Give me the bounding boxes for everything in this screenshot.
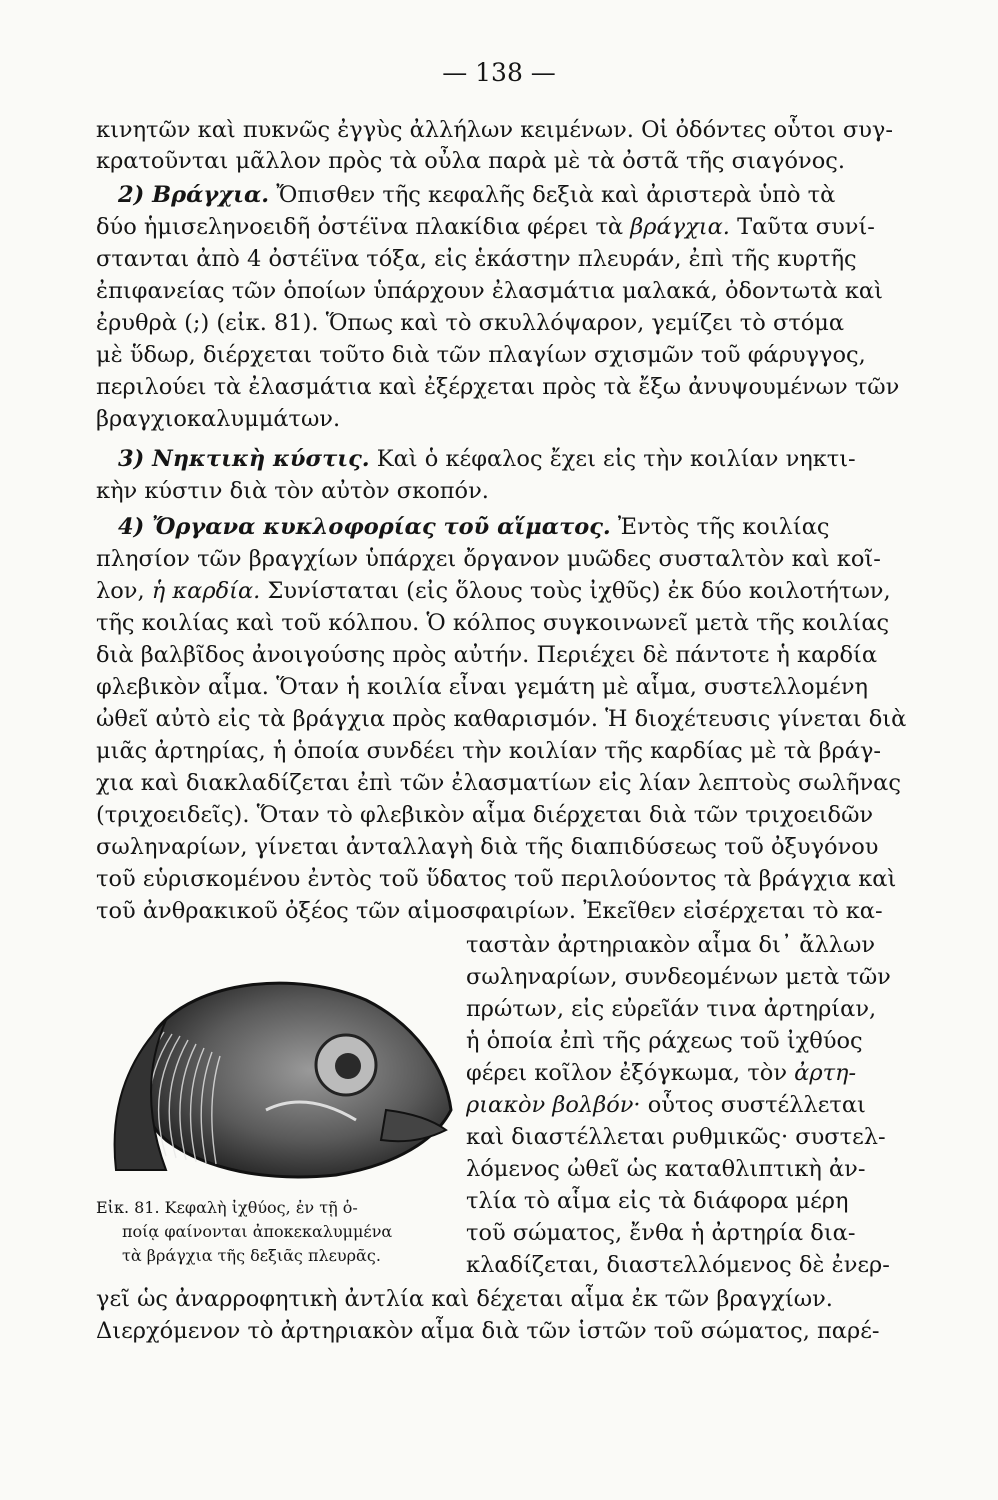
figure-caption: τὰ βράγχια τῆς δεξιᾶς πλευρᾶς.: [122, 1246, 381, 1265]
heading-branchia: 2) Βράγχια.: [118, 182, 270, 208]
side-text-line: ἡ ὁποία ἐπὶ τῆς ράχεως τοῦ ἰχθύος: [466, 1028, 863, 1054]
text-line: περιλούει τὰ ἐλασμάτια καὶ ἐξέρχεται πρὸς τὰ ἔξω ἀνυψουμένων τῶν: [96, 374, 900, 400]
section-2-line: [96, 180, 980, 210]
italic-term: ἀρτη-: [794, 1060, 857, 1086]
heading-swim-bladder: 3) Νηκτικὴ κύστις.: [118, 446, 370, 472]
side-text-line: ταστὰν ἀρτηριακὸν αἷμα δι᾽ ἄλλων: [466, 932, 875, 958]
italic-term: βράγχια.: [630, 214, 730, 240]
side-text-line: τλία τὸ αἷμα εἰς τὰ διάφορα μέρη: [466, 1188, 849, 1214]
heading-circulation: 4) Ὄργανα κυκλοφορίας τοῦ αἵματος.: [118, 514, 611, 540]
figure-caption: Εἰκ. 81. Κεφαλὴ ἰχθύος, ἐν τῇ ὁ-: [96, 1198, 358, 1217]
text-line: μὲ ὕδωρ, διέρχεται τοῦτο διὰ τῶν πλαγίων σχισμῶν τοῦ φάρυγγος,: [96, 342, 866, 368]
text-line: πλησίον τῶν βραγχίων ὑπάρχει ὄργανον μυῶδες συσταλτὸν καὶ κοῖ-: [96, 546, 881, 572]
italic-term: ἡ καρδία.: [151, 578, 261, 604]
text-line: ὠθεῖ αὐτὸ εἰς τὰ βράγχια πρὸς καθαρισμόν. Ἡ διοχέτευσις γίνεται διὰ: [96, 706, 907, 732]
side-text-line: σωληναρίων, συνδεομένων μετὰ τῶν: [466, 964, 891, 990]
side-text-line: πρώτων, εἰς εὐρεῖάν τινα ἀρτηρίαν,: [466, 996, 877, 1022]
italic-term: ριακὸν βολβόν·: [466, 1092, 641, 1118]
text-line: Διερχόμενον τὸ ἀρτηριακὸν αἷμα διὰ τῶν ἱστῶν τοῦ σώματος, παρέ-: [96, 1318, 880, 1344]
section-4-line: [96, 512, 980, 542]
text-span: λον,: [96, 578, 145, 604]
side-text-line: [466, 1058, 958, 1088]
heading-text: Καὶ ὁ κέφαλος ἔχει εἰς τὴν κοιλίαν νηκτι-: [376, 446, 856, 472]
text-line: διὰ βαλβῖδος ἀνοιγούσης πρὸς αὐτήν. Περιέχει δὲ πάντοτε ἡ καρδία: [96, 642, 878, 668]
text-line: (τριχοειδεῖς). Ὅταν τὸ φλεβικὸν αἷμα διέρχεται διὰ τῶν τριχοειδῶν: [96, 802, 874, 828]
text-span: φέρει κοῖλον ἐξόγκωμα, τὸν: [466, 1060, 787, 1086]
text-line: φλεβικὸν αἷμα. Ὅταν ἡ κοιλία εἶναι γεμάτη μὲ αἷμα, συστελλομένη: [96, 674, 869, 700]
text-span: οὗτος συστέλλεται: [647, 1092, 866, 1118]
text-line: στανται ἀπὸ 4 ὀστέϊνα τόξα, εἰς ἑκάστην πλευράν, ἐπὶ τῆς κυρτῆς: [96, 246, 857, 272]
heading-text: Ἐντὸς τῆς κοιλίας: [617, 514, 830, 540]
text-line: βραγχιοκαλυμμάτων.: [96, 406, 341, 432]
text-line: τῆς κοιλίας καὶ τοῦ κόλπου. Ὁ κόλπος συγκοινωνεῖ μετὰ τῆς κοιλίας: [96, 610, 890, 636]
text-line: χια καὶ διακλαδίζεται ἐπὶ τῶν ἐλασματίων εἰς λίαν λεπτοὺς σωλῆνας: [96, 770, 901, 796]
side-text-line: καὶ διαστέλλεται ρυθμικῶς· συστελ-: [466, 1124, 886, 1150]
side-text-line: λόμενος ὠθεῖ ὡς καταθλιπτικὴ ἀν-: [466, 1156, 866, 1182]
heading-text: Ὄπισθεν τῆς κεφαλῆς δεξιὰ καὶ ἀριστερὰ ὑπὸ τὰ: [276, 182, 836, 208]
text-line: σωληναρίων, γίνεται ἀνταλλαγὴ διὰ τῆς διαπιδύσεως τοῦ ὀξυγόνου: [96, 834, 879, 860]
text-line: κινητῶν καὶ πυκνῶς ἐγγὺς ἀλλήλων κειμένων. Οἱ ὀδόντες οὗτοι συγ-: [96, 117, 893, 143]
text-line: γεῖ ὡς ἀναρροφητικὴ ἀντλία καὶ δέχεται αἷμα ἐκ τῶν βραγχίων.: [96, 1286, 833, 1312]
text-span: Συνίσταται (εἰς ὅλους τοὺς ἰχθῦς) ἐκ δύο κοιλοτήτων,: [267, 578, 891, 604]
text-line: ἐρυθρὰ (;) (εἰκ. 81). Ὅπως καὶ τὸ σκυλλόψαρον, γεμίζει τὸ στόμα: [96, 310, 845, 336]
text-span: δύο ἡμισεληνοειδῆ ὀστέϊνα πλακίδια φέρει τὰ: [96, 214, 624, 240]
side-text-line: τοῦ σώματος, ἔνθα ἡ ἀρτηρία δια-: [466, 1220, 856, 1246]
section-3-line: [96, 444, 980, 474]
text-line: μιᾶς ἀρτηρίας, ἡ ὁποία συνδέει τὴν κοιλίαν τῆς καρδίας μὲ τὰ βράγ-: [96, 738, 882, 764]
text-span: Ταῦτα συνί-: [737, 214, 875, 240]
text-line: κὴν κύστιν διὰ τὸν αὐτὸν σκοπόν.: [96, 478, 489, 504]
text-line: [96, 212, 958, 242]
text-line: τοῦ ἀνθρακικοῦ ὀξέος τῶν αἱμοσφαιρίων. Ἐκεῖθεν εἰσέρχεται τὸ κα-: [96, 898, 883, 924]
fish-head-illustration: [96, 970, 456, 1186]
page-number: — 138 —: [442, 58, 556, 87]
text-line: τοῦ εὑρισκομένου ἐντὸς τοῦ ὕδατος τοῦ περιλούοντος τὰ βράγχια καὶ: [96, 866, 897, 892]
figure-caption: ποίᾳ φαίνονται ἀποκεκαλυμμένα: [122, 1222, 393, 1241]
side-text-line: [466, 1090, 958, 1120]
side-text-line: κλαδίζεται, διαστελλόμενος δὲ ἐνερ-: [466, 1252, 890, 1278]
text-line: ἐπιφανείας τῶν ὁποίων ὑπάρχουν ἐλασμάτια μαλακά, ὀδοντωτὰ καὶ: [96, 278, 883, 304]
text-line: κρατοῦνται μᾶλλον πρὸς τὰ οὖλα παρὰ μὲ τὰ ὀστᾶ τῆς σιαγόνος.: [96, 148, 846, 174]
text-line: [96, 576, 958, 606]
